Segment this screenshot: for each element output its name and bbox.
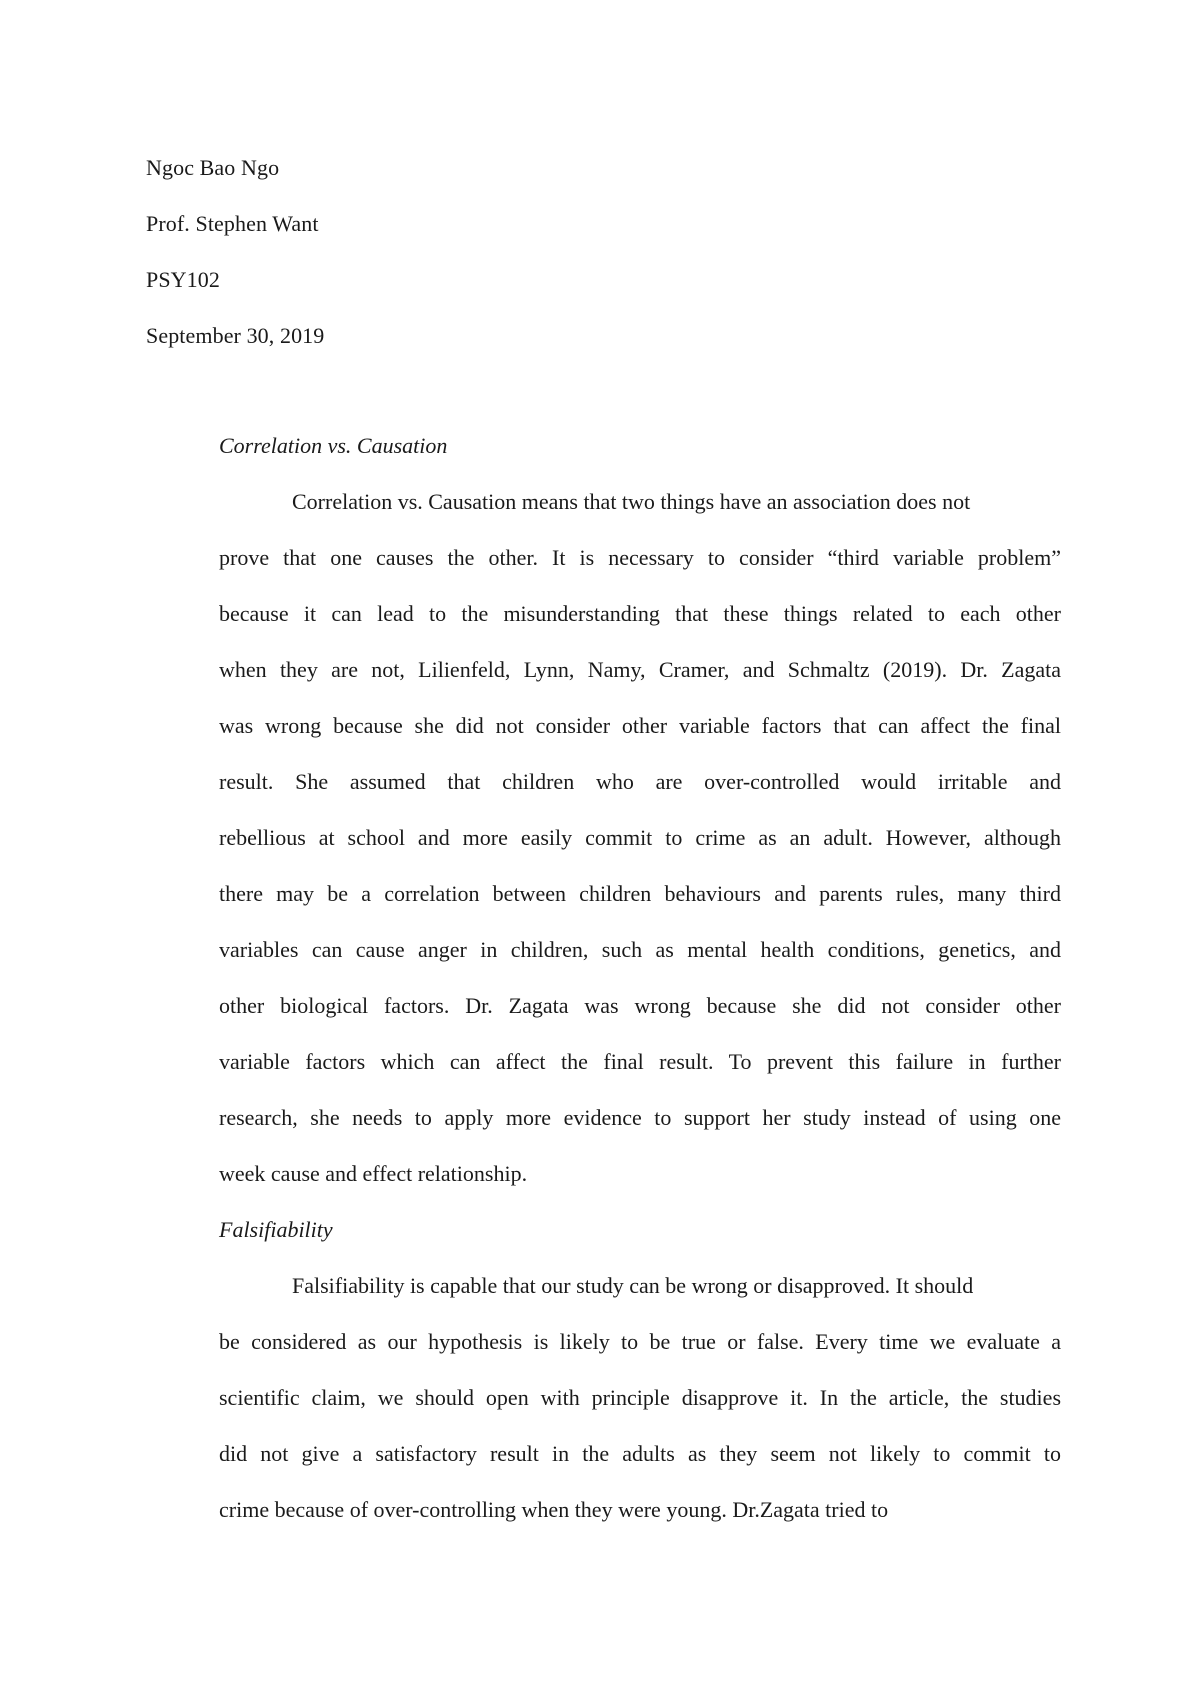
paragraph-line: variables can cause anger in children, such as mental health conditions, genetics, and: [219, 937, 1061, 962]
paragraph-line: variable factors which can affect the final result. To prevent this failure in further: [219, 1049, 1061, 1074]
paragraph-line: there may be a correlation between children behaviours and parents rules, many third: [219, 881, 1061, 906]
paragraph-line: Correlation vs. Causation means that two things have an association does not: [292, 489, 971, 514]
author-name: Ngoc Bao Ngo: [146, 155, 280, 180]
paper-body: [219, 418, 1061, 1538]
paragraph-line: because it can lead to the misunderstanding that these things related to each other: [219, 601, 1061, 626]
paragraph-line: be considered as our hypothesis is likely to be true or false. Every time we evaluate a: [219, 1329, 1061, 1354]
paragraph-line: rebellious at school and more easily commit to crime as an adult. However, although: [219, 825, 1061, 850]
paragraph-line: research, she needs to apply more evidence to support her study instead of using one: [219, 1105, 1061, 1130]
paragraph-line: did not give a satisfactory result in the adults as they seem not likely to commit to: [219, 1441, 1061, 1466]
section-heading-falsifiability: Falsifiability: [219, 1217, 333, 1242]
paragraph-line: prove that one causes the other. It is necessary to consider “third variable problem”: [219, 545, 1061, 570]
paragraph-line: was wrong because she did not consider other variable factors that can affect the final: [219, 713, 1061, 738]
paragraph-line: result. She assumed that children who are over-controlled would irritable and: [219, 769, 1061, 794]
paper-header: [146, 140, 324, 364]
paragraph-line: scientific claim, we should open with principle disapprove it. In the article, the studies: [219, 1385, 1061, 1410]
course-code: PSY102: [146, 267, 220, 292]
paragraph-line: Falsifiability is capable that our study can be wrong or disapproved. It should: [292, 1273, 974, 1298]
paragraph-line: other biological factors. Dr. Zagata was wrong because she did not consider other: [219, 993, 1061, 1018]
section-heading-correlation: Correlation vs. Causation: [219, 433, 448, 458]
paper-date: September 30, 2019: [146, 323, 325, 348]
instructor-name: Prof. Stephen Want: [146, 211, 319, 236]
paragraph-line: crime because of over-controlling when they were young. Dr.Zagata tried to: [219, 1497, 889, 1522]
paragraph-line: when they are not, Lilienfeld, Lynn, Namy, Cramer, and Schmaltz (2019). Dr. Zagata: [219, 657, 1061, 682]
paragraph-line: week cause and effect relationship.: [219, 1161, 528, 1186]
